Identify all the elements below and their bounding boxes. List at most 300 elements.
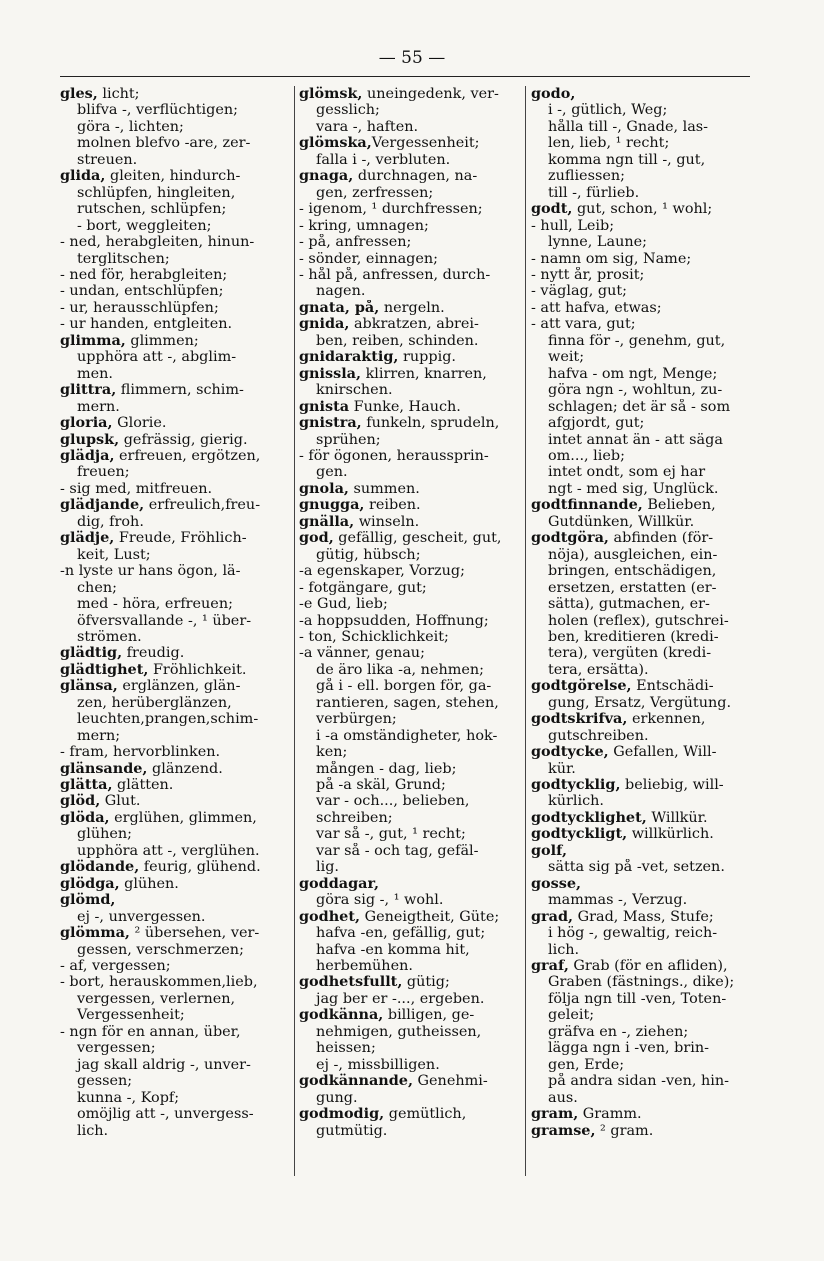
dictionary-entry bbox=[531, 958, 776, 974]
entry-text: abfinden (för- bbox=[608, 530, 714, 547]
dictionary-line bbox=[531, 300, 776, 316]
dictionary-line bbox=[531, 119, 776, 135]
headword: gnistra, bbox=[299, 415, 362, 432]
entry-text: terglitschen; bbox=[77, 250, 170, 267]
dictionary-line bbox=[299, 991, 525, 1007]
dictionary-line bbox=[299, 201, 525, 217]
dictionary-line bbox=[60, 464, 292, 480]
dictionary-line bbox=[531, 613, 776, 629]
dictionary-line bbox=[531, 333, 776, 349]
entry-text: ej -, missbilligen. bbox=[316, 1056, 440, 1073]
dictionary-entry bbox=[531, 777, 776, 793]
headword: godtfinnande, bbox=[531, 497, 643, 514]
entry-text: glühen; bbox=[77, 826, 132, 843]
dictionary-entry bbox=[299, 481, 525, 497]
entry-text: rutschen, schlüpfen; bbox=[77, 201, 227, 218]
dictionary-entry bbox=[299, 974, 525, 990]
entry-text: gütig; bbox=[402, 974, 450, 991]
entry-text: göra ngn -, wohltun, zu- bbox=[548, 382, 723, 399]
entry-text: tera, ersätta). bbox=[548, 661, 649, 678]
entry-text: beliebig, will- bbox=[620, 777, 724, 794]
dictionary-line bbox=[299, 1123, 525, 1139]
headword: glädje, bbox=[60, 530, 115, 547]
dictionary-line bbox=[531, 662, 776, 678]
entry-text: Grab (för en afliden), bbox=[568, 958, 728, 975]
dictionary-line bbox=[60, 102, 292, 118]
entry-text: - på, anfressen; bbox=[299, 234, 412, 251]
entry-text: ben, reiben, schinden. bbox=[316, 332, 479, 349]
entry-text: gesslich; bbox=[316, 102, 380, 119]
headword: glädjande, bbox=[60, 497, 145, 514]
headword: godkänna, bbox=[299, 1007, 384, 1024]
entry-text: ersetzen, erstatten (er- bbox=[548, 579, 717, 596]
dictionary-line bbox=[299, 234, 525, 250]
dictionary-entry bbox=[299, 1073, 525, 1089]
headword: gram, bbox=[531, 1106, 579, 1123]
dictionary-line bbox=[531, 942, 776, 958]
dictionary-line bbox=[531, 547, 776, 563]
entry-text: kürlich. bbox=[548, 793, 604, 810]
entry-text: Genehmi- bbox=[412, 1073, 488, 1090]
dictionary-line bbox=[60, 596, 292, 612]
entry-text: Graben (fästnings., dike); bbox=[548, 974, 735, 991]
entry-text: heissen; bbox=[316, 1040, 376, 1057]
headword: grad, bbox=[531, 908, 574, 925]
dictionary-line bbox=[60, 1040, 292, 1056]
headword: glimma, bbox=[60, 332, 126, 349]
entry-text: gen, Erde; bbox=[548, 1056, 625, 1073]
dictionary-line bbox=[299, 777, 525, 793]
headword: godt, bbox=[531, 201, 573, 218]
headword: glätta, bbox=[60, 777, 113, 794]
entry-text: - fotgängare, gut; bbox=[299, 579, 427, 596]
entry-text: Geneigtheit, Güte; bbox=[360, 908, 500, 925]
dictionary-line bbox=[299, 596, 525, 612]
dictionary-entry bbox=[299, 300, 525, 316]
dictionary-entry bbox=[60, 777, 292, 793]
dictionary-line bbox=[531, 135, 776, 151]
dictionary-line bbox=[531, 464, 776, 480]
entry-text: licht; bbox=[97, 86, 140, 102]
entry-text: feurig, glühend. bbox=[139, 859, 261, 876]
entry-text: glimmen; bbox=[125, 332, 199, 349]
entry-text: men. bbox=[77, 365, 114, 382]
dictionary-line bbox=[299, 563, 525, 579]
entry-text: -a egenskaper, Vorzug; bbox=[299, 563, 465, 580]
dictionary-entry bbox=[299, 399, 525, 415]
headword: godtgörelse, bbox=[531, 678, 632, 695]
entry-text: erfreulich,freu- bbox=[144, 497, 261, 514]
dictionary-line bbox=[60, 481, 292, 497]
entry-text: rantieren, sagen, stehen, bbox=[316, 694, 499, 711]
entry-text: lig. bbox=[316, 859, 339, 876]
headword: gnola, bbox=[299, 480, 349, 497]
dictionary-line bbox=[299, 695, 525, 711]
headword: godtskrifva, bbox=[531, 711, 628, 728]
entry-text: göra sig -, ¹ wohl. bbox=[316, 892, 444, 909]
headword: godtgöra, bbox=[531, 530, 609, 547]
entry-text: följa ngn till -ven, Toten- bbox=[548, 990, 727, 1007]
dictionary-line bbox=[60, 316, 292, 332]
entry-text: uneingedenk, ver- bbox=[362, 86, 499, 102]
entry-text: gessen; bbox=[77, 1073, 133, 1090]
dictionary-entry bbox=[60, 892, 292, 908]
entry-text: holen (reflex), gutschrei- bbox=[548, 612, 729, 629]
entry-text: - ned för, herabgleiten; bbox=[60, 266, 228, 283]
dictionary-line bbox=[531, 251, 776, 267]
headword: gnata, på, bbox=[299, 299, 380, 316]
entry-text: afgjordt, gut; bbox=[548, 415, 645, 432]
entry-text: vara -, haften. bbox=[316, 118, 419, 135]
dictionary-line bbox=[60, 695, 292, 711]
entry-text: nöja), ausgleichen, ein- bbox=[548, 546, 718, 563]
headword: glödga, bbox=[60, 875, 120, 892]
entry-text: intet annat än - att säga bbox=[548, 431, 723, 448]
entry-text: - namn om sig, Name; bbox=[531, 250, 692, 267]
entry-text: vergessen; bbox=[77, 1040, 156, 1057]
dictionary-line bbox=[531, 168, 776, 184]
entry-text: omöjlig att -, unvergess- bbox=[77, 1106, 254, 1123]
entry-text: verbürgen; bbox=[316, 711, 397, 728]
dictionary-entry bbox=[60, 925, 292, 941]
headword: godmodig, bbox=[299, 1106, 385, 1123]
dictionary-line bbox=[299, 102, 525, 118]
dictionary-line bbox=[531, 761, 776, 777]
entry-text: göra -, lichten; bbox=[77, 118, 184, 135]
entry-text: gleiten, hindurch- bbox=[105, 168, 241, 185]
dictionary-line bbox=[60, 629, 292, 645]
entry-text: zen, herüberglänzen, bbox=[77, 694, 232, 711]
dictionary-entry bbox=[299, 497, 525, 513]
headword: glömska, bbox=[299, 135, 372, 152]
headword: glöd, bbox=[60, 793, 101, 810]
entry-text: lynne, Laune; bbox=[548, 234, 647, 251]
dictionary-entry bbox=[60, 382, 292, 398]
entry-text: Funke, Hauch. bbox=[349, 398, 461, 415]
entry-text: jag skall aldrig -, unver- bbox=[77, 1056, 251, 1073]
dictionary-line bbox=[60, 267, 292, 283]
entry-text: Vergessenheit; bbox=[77, 1007, 185, 1024]
headword: gloria, bbox=[60, 415, 113, 432]
dictionary-entry bbox=[299, 876, 525, 892]
entry-text: strömen. bbox=[77, 628, 142, 645]
dictionary-entry bbox=[60, 876, 292, 892]
entry-text: gut, schon, ¹ wohl; bbox=[572, 201, 713, 218]
entry-text: - att hafva, etwas; bbox=[531, 299, 662, 316]
entry-text: upphöra att -, verglühen. bbox=[77, 842, 260, 859]
dictionary-line bbox=[531, 432, 776, 448]
entry-text: sätta sig på -vet, setzen. bbox=[548, 859, 725, 876]
entry-text: öfversvallande -, ¹ über- bbox=[77, 612, 252, 629]
dictionary-line bbox=[531, 514, 776, 530]
entry-text: hafva - om ngt, Menge; bbox=[548, 365, 718, 382]
entry-text: gemütlich, bbox=[384, 1106, 467, 1123]
entry-text: willkürlich. bbox=[627, 826, 714, 843]
entry-text: schlagen; det är så - som bbox=[548, 398, 731, 415]
entry-text: - att vara, gut; bbox=[531, 316, 636, 333]
entry-text: gung. bbox=[316, 1089, 358, 1106]
entry-text: abkratzen, abrei- bbox=[349, 316, 479, 333]
dictionary-line bbox=[299, 152, 525, 168]
entry-text: Grad, Mass, Stufe; bbox=[573, 908, 714, 925]
dictionary-line bbox=[531, 728, 776, 744]
entry-text: på -a skäl, Grund; bbox=[316, 777, 446, 794]
dictionary-line bbox=[531, 366, 776, 382]
column-divider bbox=[294, 86, 295, 1176]
dictionary-line bbox=[299, 744, 525, 760]
dictionary-line bbox=[299, 645, 525, 661]
entry-text: Vergessenheit; bbox=[371, 135, 480, 152]
entry-text: upphöra att -, abglim- bbox=[77, 349, 237, 366]
dictionary-entry bbox=[531, 744, 776, 760]
entry-text: - af, vergessen; bbox=[60, 958, 171, 975]
entry-text: schreiben; bbox=[316, 809, 393, 826]
headword: glittra, bbox=[60, 382, 117, 399]
dictionary-entry bbox=[299, 135, 525, 151]
entry-text: erkennen, bbox=[627, 711, 706, 728]
entry-text: ej -, unvergessen. bbox=[77, 908, 206, 925]
entry-text: om..., lieb; bbox=[548, 447, 625, 464]
entry-text: - nytt år, prosit; bbox=[531, 266, 645, 283]
entry-text: - kring, umnagen; bbox=[299, 217, 429, 234]
dictionary-line bbox=[299, 448, 525, 464]
dictionary-entry bbox=[299, 514, 525, 530]
entry-text: gå i - ell. borgen för, ga- bbox=[316, 678, 492, 695]
entry-text: freudig. bbox=[122, 645, 185, 662]
dictionary-line bbox=[60, 991, 292, 1007]
dictionary-line bbox=[299, 580, 525, 596]
entry-text: mern. bbox=[77, 398, 120, 415]
dictionary-entry bbox=[60, 415, 292, 431]
dictionary-line bbox=[531, 1073, 776, 1089]
dictionary-entry bbox=[531, 678, 776, 694]
entry-text: bringen, entschädigen, bbox=[548, 563, 717, 580]
dictionary-line bbox=[299, 547, 525, 563]
entry-text: Gutdünken, Willkür. bbox=[548, 513, 695, 530]
headword: glöda, bbox=[60, 809, 110, 826]
dictionary-line bbox=[60, 942, 292, 958]
dictionary-line bbox=[531, 629, 776, 645]
headword: gnidaraktig, bbox=[299, 349, 399, 366]
entry-text: chen; bbox=[77, 579, 117, 596]
dictionary-line bbox=[60, 251, 292, 267]
headword: gosse, bbox=[531, 875, 582, 892]
dictionary-line bbox=[531, 481, 776, 497]
dictionary-entry bbox=[531, 826, 776, 842]
dictionary-line bbox=[60, 826, 292, 842]
entry-text: komma ngn till -, gut, bbox=[548, 151, 706, 168]
dictionary-line bbox=[299, 432, 525, 448]
dictionary-line bbox=[531, 1040, 776, 1056]
entry-text: till -, fürlieb. bbox=[548, 184, 640, 201]
dictionary-line bbox=[299, 464, 525, 480]
entry-text: Glut. bbox=[100, 793, 141, 810]
dictionary-line bbox=[299, 267, 525, 283]
entry-text: - fram, hervorblinken. bbox=[60, 744, 221, 761]
entry-text: lich. bbox=[77, 1122, 109, 1139]
entry-text: gen. bbox=[316, 464, 348, 481]
dictionary-line bbox=[531, 316, 776, 332]
dictionary-line bbox=[531, 185, 776, 201]
dictionary-entry bbox=[60, 645, 292, 661]
dictionary-line bbox=[531, 349, 776, 365]
entry-text: winseln. bbox=[354, 513, 420, 530]
dictionary-entry bbox=[60, 448, 292, 464]
dictionary-line bbox=[299, 761, 525, 777]
entry-text: gütig, hübsch; bbox=[316, 546, 421, 563]
entry-text: kunna -, Kopf; bbox=[77, 1089, 180, 1106]
entry-text: erfreuen, ergötzen, bbox=[114, 447, 261, 464]
headword: glömsk, bbox=[299, 86, 363, 102]
headword: glömma, bbox=[60, 925, 130, 942]
entry-text: - ur, herausschlüpfen; bbox=[60, 299, 219, 316]
dictionary-line bbox=[531, 448, 776, 464]
entry-text: - igenom, ¹ durchfressen; bbox=[299, 201, 483, 218]
entry-text: - bort, herauskommen,lieb, bbox=[60, 974, 258, 991]
dictionary-line bbox=[60, 1024, 292, 1040]
dictionary-line bbox=[299, 925, 525, 941]
headword: golf, bbox=[531, 842, 568, 859]
entry-text: Gramm. bbox=[578, 1106, 642, 1123]
headword: gnida, bbox=[299, 316, 350, 333]
dictionary-line bbox=[60, 514, 292, 530]
dictionary-entry bbox=[60, 793, 292, 809]
dictionary-column-1 bbox=[60, 86, 292, 1139]
entry-text: summen. bbox=[348, 480, 420, 497]
entry-text: i -, gütlich, Weg; bbox=[548, 102, 668, 119]
entry-text: freuen; bbox=[77, 464, 130, 481]
dictionary-line bbox=[299, 218, 525, 234]
entry-text: len, lieb, ¹ recht; bbox=[548, 135, 670, 152]
dictionary-line bbox=[60, 201, 292, 217]
entry-text: glätten. bbox=[112, 777, 174, 794]
dictionary-line bbox=[531, 1057, 776, 1073]
entry-text: hafva -en, gefällig, gut; bbox=[316, 925, 486, 942]
dictionary-entry bbox=[60, 678, 292, 694]
entry-text: knirschen. bbox=[316, 382, 393, 399]
entry-text: blifva -, verflüchtigen; bbox=[77, 102, 238, 119]
entry-text: glühen. bbox=[119, 875, 179, 892]
entry-text: - ngn för en annan, über, bbox=[60, 1023, 241, 1040]
headword: glömd, bbox=[60, 892, 116, 909]
dictionary-line bbox=[60, 613, 292, 629]
dictionary-entry bbox=[531, 711, 776, 727]
entry-text: intet ondt, som ej har bbox=[548, 464, 706, 481]
dictionary-line bbox=[60, 974, 292, 990]
dictionary-line bbox=[60, 1007, 292, 1023]
entry-text: gefrässig, gierig. bbox=[119, 431, 248, 448]
dictionary-entry bbox=[60, 497, 292, 513]
entry-text: kür. bbox=[548, 760, 576, 777]
entry-text: Freude, Fröhlich- bbox=[114, 530, 247, 547]
entry-text: -a hoppsudden, Hoffnung; bbox=[299, 612, 489, 629]
entry-text: - hull, Leib; bbox=[531, 217, 615, 234]
headword: gnälla, bbox=[299, 513, 355, 530]
dictionary-line bbox=[299, 662, 525, 678]
entry-text: lich. bbox=[548, 941, 580, 958]
entry-text: i hög -, gewaltig, reich- bbox=[548, 925, 718, 942]
headword: gnaga, bbox=[299, 168, 354, 185]
dictionary-line bbox=[531, 892, 776, 908]
dictionary-entry bbox=[60, 530, 292, 546]
headword: godtycklighet, bbox=[531, 809, 647, 826]
dictionary-line bbox=[299, 382, 525, 398]
entry-text: leuchten,prangen,schim- bbox=[77, 711, 259, 728]
dictionary-line bbox=[531, 596, 776, 612]
dictionary-line bbox=[299, 613, 525, 629]
dictionary-line bbox=[60, 1106, 292, 1122]
headword: glida, bbox=[60, 168, 106, 185]
entry-text: i -a omständigheter, hok- bbox=[316, 727, 498, 744]
entry-text: dig, froh. bbox=[77, 513, 144, 530]
dictionary-entry bbox=[531, 86, 776, 102]
dictionary-line bbox=[299, 859, 525, 875]
dictionary-line bbox=[299, 810, 525, 826]
entry-text: med - höra, erfreuen; bbox=[77, 596, 233, 613]
dictionary-line bbox=[299, 958, 525, 974]
entry-text: finna för -, genehm, gut, bbox=[548, 332, 726, 349]
entry-text: billigen, ge- bbox=[383, 1007, 475, 1024]
headword: godhetsfullt, bbox=[299, 974, 403, 991]
entry-text: herbemühen. bbox=[316, 958, 413, 975]
dictionary-line bbox=[299, 1024, 525, 1040]
entry-text: zufliessen; bbox=[548, 168, 625, 185]
dictionary-line bbox=[60, 563, 292, 579]
entry-text: var - och..., belieben, bbox=[316, 793, 470, 810]
entry-text: - för ögonen, heraussprin- bbox=[299, 447, 489, 464]
headword: godtycke, bbox=[531, 744, 609, 761]
entry-text: - hål på, anfressen, durch- bbox=[299, 266, 491, 283]
dictionary-line bbox=[299, 119, 525, 135]
headword: godtycklig, bbox=[531, 777, 621, 794]
entry-text: gräfva en -, ziehen; bbox=[548, 1023, 689, 1040]
dictionary-column-2 bbox=[299, 86, 525, 1139]
dictionary-line bbox=[299, 629, 525, 645]
dictionary-column-3 bbox=[531, 86, 776, 1139]
dictionary-line bbox=[299, 843, 525, 859]
dictionary-line bbox=[531, 793, 776, 809]
entry-text: gefällig, gescheit, gut, bbox=[333, 530, 502, 547]
dictionary-line bbox=[60, 283, 292, 299]
entry-text: -a vänner, genau; bbox=[299, 645, 425, 662]
dictionary-line bbox=[531, 563, 776, 579]
dictionary-entry bbox=[60, 761, 292, 777]
dictionary-entry bbox=[531, 1123, 776, 1139]
dictionary-line bbox=[531, 234, 776, 250]
dictionary-line bbox=[299, 942, 525, 958]
dictionary-entry bbox=[60, 810, 292, 826]
dictionary-line bbox=[531, 382, 776, 398]
headword: gramse, bbox=[531, 1122, 596, 1139]
entry-text: glänzend. bbox=[147, 760, 223, 777]
dictionary-line bbox=[60, 1073, 292, 1089]
entry-text: ben, kreditieren (kredi- bbox=[548, 628, 719, 645]
entry-text: gen, zerfressen; bbox=[316, 184, 434, 201]
dictionary-entry bbox=[299, 1007, 525, 1023]
header-rule bbox=[60, 76, 750, 77]
dictionary-line bbox=[60, 300, 292, 316]
dictionary-line bbox=[531, 152, 776, 168]
headword: glädtig, bbox=[60, 645, 123, 662]
entry-text: hafva -en komma hit, bbox=[316, 941, 470, 958]
dictionary-line bbox=[60, 1057, 292, 1073]
dictionary-entry bbox=[60, 86, 292, 102]
dictionary-line bbox=[531, 695, 776, 711]
dictionary-line bbox=[60, 218, 292, 234]
page-number: — 55 — bbox=[378, 48, 446, 68]
entry-text: - väglag, gut; bbox=[531, 283, 628, 300]
dictionary-line bbox=[299, 1057, 525, 1073]
